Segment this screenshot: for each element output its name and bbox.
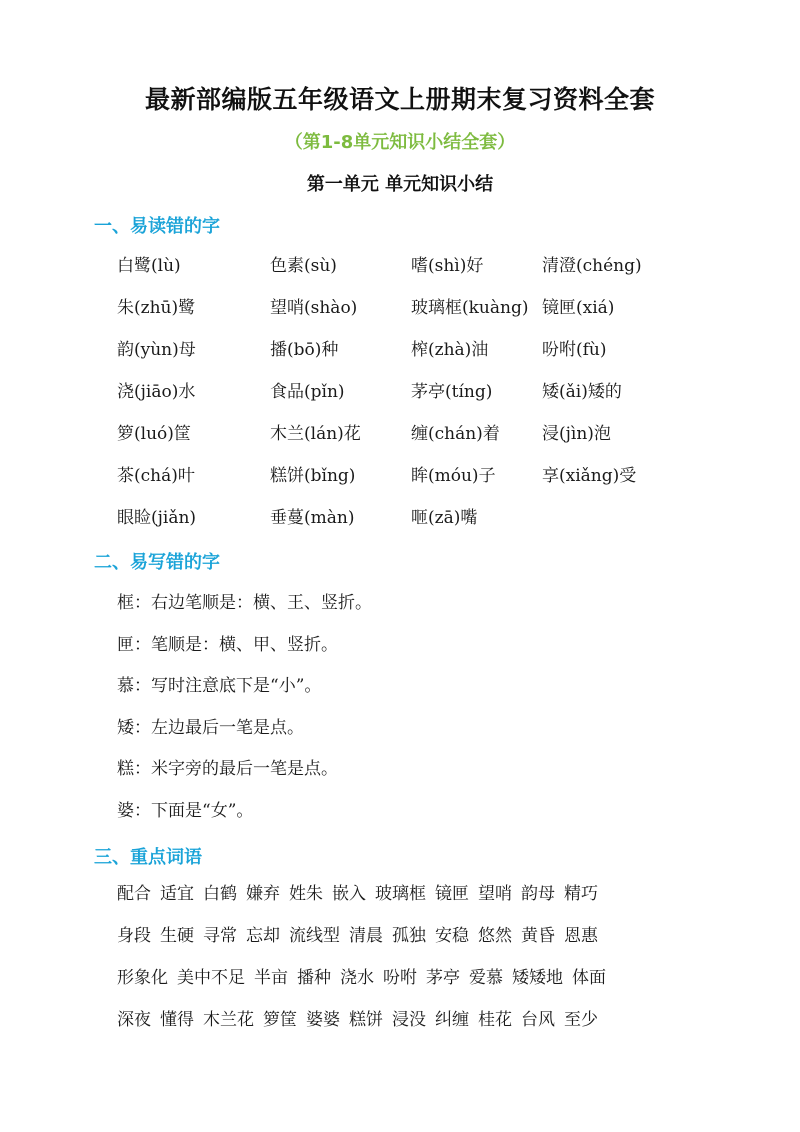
vocabulary-word: 婆婆 [306,1010,340,1030]
pinyin-item: 吩咐(fù) [542,340,607,360]
vocabulary-word: 安稳 [435,926,469,946]
vocabulary-word: 流线型 [289,926,340,946]
pinyin-item: 缠(chán)着 [411,424,500,444]
pinyin-item: 食品(pǐn) [270,382,345,402]
document-subtitle: （第1-8单元知识小结全套） [284,132,516,153]
vocabulary-word: 生硬 [160,926,194,946]
vocabulary-word: 适宜 [160,884,194,904]
vocabulary-word: 箩筐 [263,1010,297,1030]
writing-note: 婆：下面是“女”。 [117,800,254,821]
vocabulary-word: 韵母 [521,884,555,904]
vocabulary-word: 嫌弃 [246,884,280,904]
vocabulary-word: 浸没 [392,1010,426,1030]
vocabulary-row [117,880,677,922]
vocabulary-word: 白鹤 [203,884,237,904]
unit-title: 第一单元 单元知识小结 [306,174,494,195]
vocabulary-word: 纠缠 [435,1010,469,1030]
pinyin-item: 白鹭(lù) [117,256,181,276]
pinyin-item: 箩(luó)筐 [117,424,191,444]
writing-note: 糕：米字旁的最后一笔是点。 [117,759,338,779]
section-heading-vocabulary: 三、重点词语 [94,847,202,868]
vocabulary-word: 美中不足 [177,968,245,988]
vocabulary-word: 爱慕 [469,968,503,988]
vocabulary-word: 体面 [572,968,606,988]
pinyin-item: 茅亭(tíng) [411,382,493,402]
pinyin-item: 嗜(shì)好 [411,256,484,276]
pinyin-item [542,504,672,546]
vocabulary-word: 桂花 [478,1010,512,1030]
pinyin-item: 榨(zhà)油 [411,340,489,360]
writing-note: 框：右边笔顺是：横、王、竖折。 [117,593,372,613]
vocabulary-word: 精巧 [564,884,598,904]
pinyin-item: 清澄(chéng) [542,256,642,276]
vocabulary-word: 望哨 [478,884,512,904]
pinyin-item: 玻璃框(kuàng) [411,298,529,318]
vocabulary-row [117,922,677,964]
vocabulary-word: 姓朱 [289,884,323,904]
writing-note: 矮：左边最后一笔是点。 [117,717,304,738]
vocabulary-word: 孤独 [392,926,426,946]
pinyin-item: 眸(móu)子 [411,466,496,486]
pinyin-item: 朱(zhū)鹭 [117,298,196,318]
pinyin-item: 浸(jìn)泡 [542,424,611,444]
pinyin-item: 镜匣(xiá) [542,298,615,318]
vocabulary-word: 玻璃框 [375,884,426,904]
vocabulary-word: 清晨 [349,926,383,946]
vocabulary-word: 半亩 [254,968,288,988]
vocabulary-word: 配合 [117,884,151,904]
pinyin-item: 咂(zā)嘴 [411,508,478,528]
key-vocabulary-list [117,880,677,1048]
pinyin-item: 播(bō)种 [270,340,339,360]
pinyin-item: 木兰(lán)花 [270,424,361,444]
writing-note: 匣：笔顺是：横、甲、竖折。 [117,634,338,655]
vocabulary-row [117,1006,677,1048]
vocabulary-word: 悠然 [478,926,512,946]
pinyin-item: 眼睑(jiǎn) [117,508,197,528]
vocabulary-word: 至少 [564,1010,598,1030]
pinyin-item: 享(xiǎng)受 [542,466,637,486]
miswritten-characters-list [117,589,372,838]
section-heading-miswritten: 二、易写错的字 [94,552,220,573]
vocabulary-word: 嵌入 [332,884,366,904]
pinyin-item: 色素(sù) [270,256,337,276]
vocabulary-word: 浇水 [340,968,374,988]
pinyin-item: 浇(jiāo)水 [117,382,196,402]
vocabulary-word: 寻常 [203,926,237,946]
document-title: 最新部编版五年级语文上册期末复习资料全套 [144,85,655,114]
pinyin-item: 望哨(shào) [270,298,358,318]
vocabulary-word: 木兰花 [203,1010,254,1030]
vocabulary-word: 忘却 [246,926,280,946]
pinyin-item: 矮(ǎi)矮的 [542,382,622,402]
vocabulary-word: 糕饼 [349,1010,383,1030]
vocabulary-word: 懂得 [160,1010,194,1030]
vocabulary-word: 镜匣 [435,884,469,904]
vocabulary-word: 吩咐 [383,968,417,988]
vocabulary-row [117,964,677,1006]
section-heading-misread: 一、易读错的字 [94,216,220,237]
vocabulary-word: 恩惠 [564,926,598,946]
vocabulary-word: 身段 [117,926,151,946]
pinyin-item: 茶(chá)叶 [117,466,195,486]
vocabulary-word: 矮矮地 [512,968,563,988]
pinyin-item: 垂蔓(màn) [270,508,355,528]
vocabulary-word: 茅亭 [426,968,460,988]
pinyin-item: 糕饼(bǐng) [270,466,356,486]
vocabulary-word: 台风 [521,1010,555,1030]
vocabulary-word: 黄昏 [521,926,555,946]
vocabulary-word: 播种 [297,968,331,988]
vocabulary-word: 深夜 [117,1010,151,1030]
misread-characters-grid [117,252,672,546]
pinyin-item: 韵(yùn)母 [117,340,196,360]
writing-note: 慕：写时注意底下是“小”。 [117,676,322,696]
vocabulary-word: 形象化 [117,968,168,988]
